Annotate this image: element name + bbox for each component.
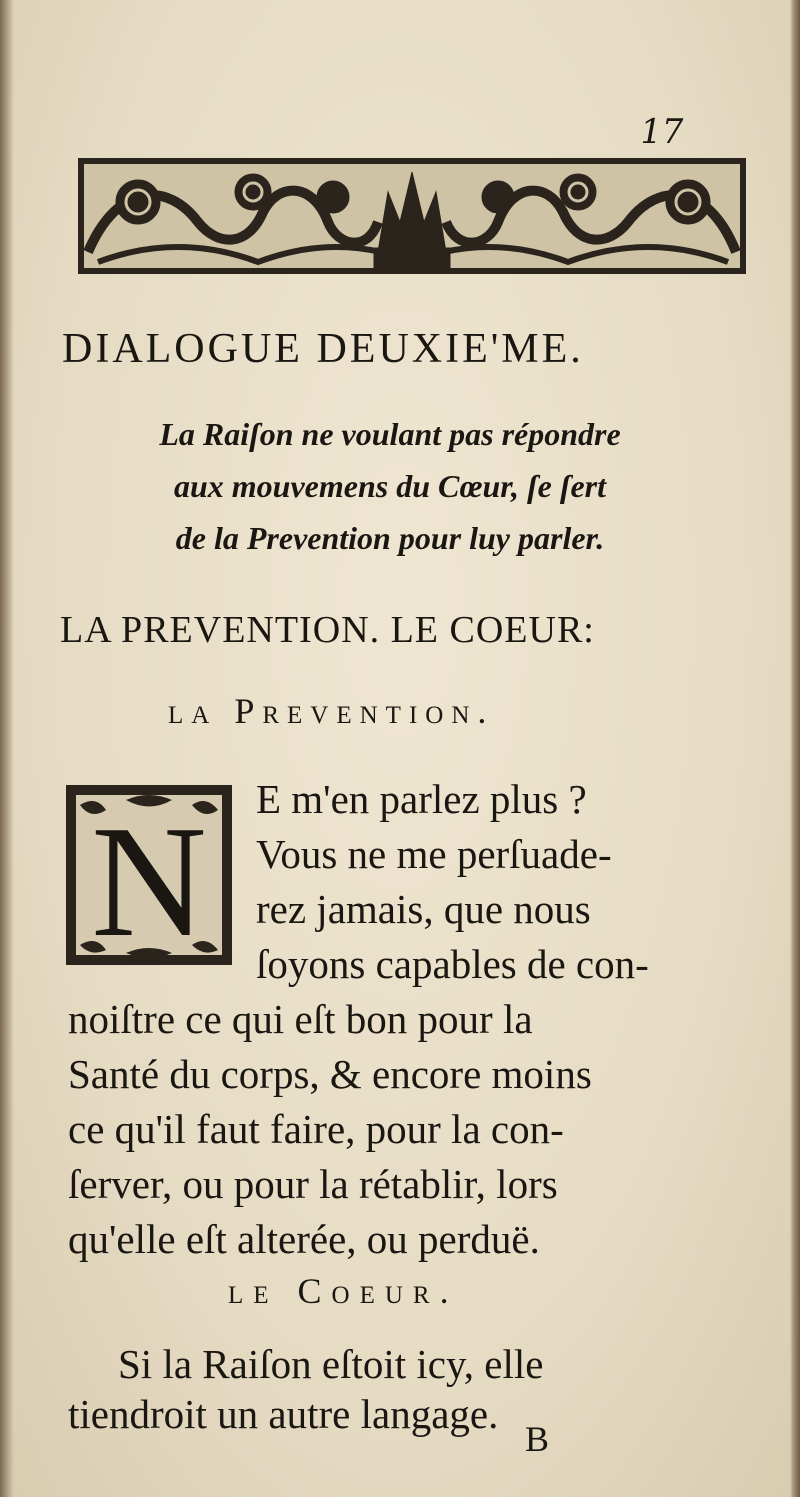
text-line: Santé du corps, & encore moins [68, 1051, 592, 1097]
page-right-edge [790, 0, 800, 1497]
text-line: Si la Raiſon eſtoit icy, elle [118, 1341, 544, 1387]
text-line: ce qu'il faut faire, pour la con- [68, 1106, 564, 1152]
signature-mark: B [525, 1419, 550, 1459]
decorative-headpiece [78, 152, 746, 280]
dialogue-summary [40, 408, 740, 564]
ornamental-initial [66, 785, 232, 965]
dialogue-heading: DIALOGUE DEUXIE'ME. [62, 326, 584, 372]
page-number: 17 [636, 112, 687, 152]
text-line: Vous ne me perſuade- [256, 831, 612, 877]
text-line: ſerver, ou pour la rétablir, lors [68, 1161, 558, 1207]
summary-line: aux mouvemens du Cœur, ſe ſert [173, 468, 607, 504]
text-line: noiſtre ce qui eſt bon pour la [68, 996, 533, 1042]
dropcap-letter: N [91, 792, 207, 965]
speaker-coeur: le Coeur. [228, 1271, 459, 1311]
summary-line: La Raiſon ne voulant pas répondre [159, 416, 621, 452]
text-line: tiendroit un autre langage. [68, 1391, 499, 1437]
cast-of-characters: LA PREVENTION. LE COEUR: [60, 609, 595, 651]
text-line: qu'elle eſt alterée, ou perduë. [68, 1216, 540, 1262]
page-left-edge [0, 0, 14, 1497]
text-line: rez jamais, que nous [256, 886, 591, 932]
speaker-prevention: la Prevention. [168, 691, 495, 731]
text-line: ſoyons capables de con- [256, 941, 649, 987]
summary-line: de la Prevention pour luy parler. [175, 520, 605, 556]
text-line: E m'en parlez plus ? [256, 776, 587, 822]
